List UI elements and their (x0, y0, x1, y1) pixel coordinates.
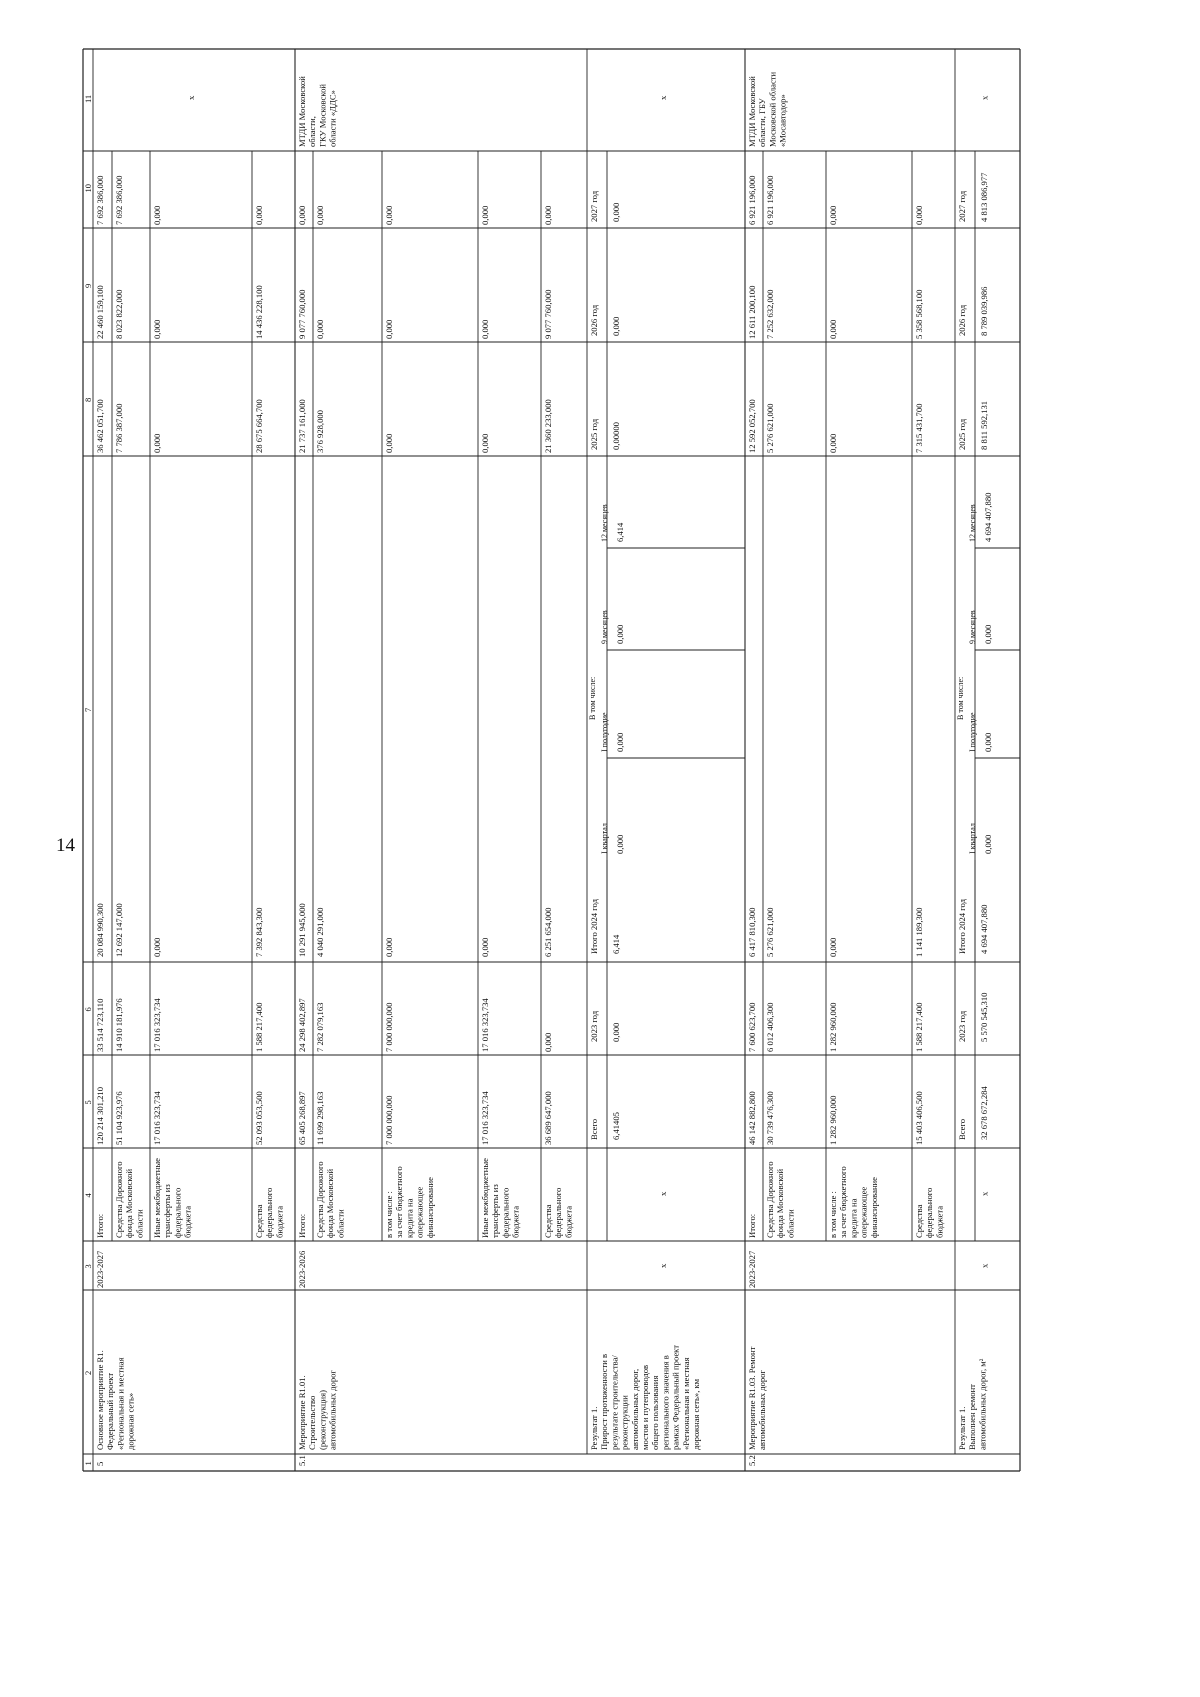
row-5-source-1-label: Средства Дорожногофонда Московскойобласти (114, 1161, 145, 1238)
row-5-1-source-0-label: Итого: (297, 1213, 307, 1238)
row-5-name: Основное мероприятие R1.Федеральный проект«Региональная и местнаядорожная сеть» (95, 1350, 136, 1450)
column-number-11: 11 (83, 94, 93, 103)
row-5-1-result-value-h1: 0,000 (615, 732, 625, 752)
row-5-1-source-4-value-2: 6 251 654,000 (543, 907, 553, 957)
row-5-2-result-value-2025: 8 811 592,131 (979, 400, 989, 450)
row-5-1-source-1-value-0: 11 699 298,163 (315, 1091, 325, 1145)
row-5-source-3-value-3: 28 675 664,700 (254, 399, 264, 453)
row-5-source-0-value-3: 36 462 051,700 (95, 399, 105, 453)
row-5-2-source-1-value-1: 6 012 406,300 (765, 1002, 775, 1052)
row-5-1-result-value-2027: 0,000 (611, 202, 621, 222)
row-5-1-source-0-value-3: 21 737 161,000 (297, 399, 307, 453)
row-5-source-2-value-0: 17 016 323,734 (152, 1091, 162, 1145)
row-5-2-period: 2023-2027 (747, 1250, 757, 1288)
column-number-4: 4 (83, 1193, 93, 1198)
column-number-3: 3 (83, 1264, 93, 1269)
row-5-2-source-1-value-4: 7 252 632,000 (765, 289, 775, 339)
row-5-2-result-header-2027: 2027 год (957, 190, 967, 222)
row-5-1-name: Мероприятие R1.01.Строительство(реконструкция)автомобильных дорог (297, 1370, 338, 1450)
row-5-source-3-value-4: 14 436 228,100 (254, 285, 264, 339)
row-5-1-source-3-value-3: 0,000 (480, 433, 490, 453)
column-number-6: 6 (83, 1007, 93, 1012)
row-5-source-2-label: Иные межбюджетныетрансферты изфедеральногобюджета (152, 1158, 193, 1238)
row-5-1-source-4-value-4: 9 077 760,000 (543, 289, 553, 339)
column-number-2: 2 (83, 1370, 93, 1375)
row-5-1-result-header-2025: 2025 год (589, 418, 599, 450)
row-5-1-result-value-2026: 0,000 (611, 316, 621, 336)
row-5-1-result-header-2024: Итого 2024 год (589, 899, 599, 954)
row-5-1-result-value-m9: 0,000 (615, 624, 625, 644)
row-5-2-result-value-2027: 4 813 086,977 (979, 172, 989, 222)
row-5-2-result-value-m9: 0,000 (983, 624, 993, 644)
row-5-source-1-value-3: 7 786 387,000 (114, 403, 124, 453)
row-5-2-result-name: Результат 1.Выполнен ремонтавтомобильных дорог, м² (957, 1358, 988, 1450)
row-5-1-source-2-value-5: 0,000 (384, 205, 394, 225)
row-5-source-0-value-0: 120 214 301,210 (95, 1086, 105, 1145)
row-5-2-source-2-label: в том числе :за счет бюджетногокредита наопережающеефинансирование (828, 1166, 879, 1238)
row-5-source-2-value-5: 0,000 (152, 205, 162, 225)
row-5-1-source-2-value-0: 7 000 000,000 (384, 1095, 394, 1145)
row-5-2-responsible: МТДИ Московскойобласти, ГБУМосковской области«Мосавтодор» (747, 71, 788, 147)
row-5-1-source-0-value-0: 65 405 268,897 (297, 1091, 307, 1145)
row-5-1-source-1-value-5: 0,000 (315, 205, 325, 225)
row-5-1-source-2-label: в том числе :за счет бюджетногокредита наопережающеефинансирование (384, 1166, 435, 1238)
row-5-source-2-value-3: 0,000 (152, 433, 162, 453)
row-5-1-source-4-label: Средствафедеральногобюджета (543, 1187, 574, 1238)
row-5-1-source-4-value-0: 36 689 647,000 (543, 1091, 553, 1145)
row-5-1-source-4-value-1: 0,000 (543, 1032, 553, 1052)
column-number-5: 5 (83, 1100, 93, 1105)
row-5-source-2-value-4: 0,000 (152, 319, 162, 339)
row-5-2-source-0-value-2: 6 417 810,300 (747, 907, 757, 957)
row-5-source-3-value-2: 7 392 843,300 (254, 907, 264, 957)
row-5-2-source-3-value-1: 1 588 217,400 (914, 1002, 924, 1052)
row-5-2-source-3-value-0: 15 403 406,500 (914, 1091, 924, 1145)
row-5-1-source-1-value-3: 376 928,000 (315, 410, 325, 453)
row-5-1-result-value-2025: 0,00000 (611, 422, 621, 450)
row-5-source-1-value-5: 7 692 386,000 (114, 175, 124, 225)
row-5-1-result-value-2023: 0,000 (611, 1022, 621, 1042)
column-number-9: 9 (83, 283, 93, 288)
row-5-2-result-value-total: 32 678 672,284 (979, 1086, 989, 1140)
row-5-1-source-1-label: Средства Дорожногофонда Московскойобласти (315, 1161, 346, 1238)
column-number-8: 8 (83, 397, 93, 402)
row-5-2-result-header-m9: 9 месяцев (968, 610, 977, 644)
row-5-1-result-responsible: х (658, 95, 668, 100)
row-5-2-result-header-2023: 2023 год (957, 1010, 967, 1042)
row-5-source-1-value-0: 51 104 923,976 (114, 1091, 124, 1145)
row-5-source-2-value-1: 17 016 323,734 (152, 998, 162, 1052)
row-5-1-source-2-value-2: 0,000 (384, 937, 394, 957)
row-5-2-source-2-value-0: 1 282 960,000 (828, 1095, 838, 1145)
row-5-2-source-2-value-1: 1 282 960,000 (828, 1002, 838, 1052)
row-5-1-source-2-value-3: 0,000 (384, 433, 394, 453)
row-5-2-result-header-incl: В том числе: (956, 676, 965, 720)
row-5-1-number: 5.1 (297, 1455, 307, 1466)
row-5-2-result-header-total: Всего (957, 1118, 967, 1140)
row-5-1-source-3-label: Иные межбюджетныетрансферты изфедеральногобюджета (480, 1158, 521, 1238)
row-5-2-source-3-label: Средствафедеральногобюджета (914, 1187, 945, 1238)
row-5-2-result-responsible: х (979, 95, 990, 100)
row-5-1-result-value-total: 6,41405 (611, 1112, 621, 1140)
row-5-1-result-header-2026: 2026 год (589, 304, 599, 336)
row-5-1-source-4-value-5: 0,000 (543, 205, 553, 225)
row-5-2-name: Мероприятие R1.03. Ремонтавтомобильных дорог (747, 1346, 768, 1450)
row-5-2-result-header-2026: 2026 год (957, 304, 967, 336)
row-5-1-result-header-q1: I квартал (600, 823, 609, 854)
row-5-2-result-header-m12: 12 месяцев (968, 504, 977, 542)
row-5-1-result-name: Результат 1.Прирост протяженности врезультате строительства/реконструкцииавтомобильных дорог,мостов и путепроводовобщего пользованиярегионального значения врамках Федеральный проект«Региональная и местнаядорожная сеть», км (589, 1345, 701, 1450)
row-5-1-source-0-value-5: 0,000 (297, 205, 307, 225)
row-5-1-source-1-value-4: 0,000 (315, 319, 325, 339)
row-5-source-1-value-4: 8 023 822,000 (114, 289, 124, 339)
row-5-2-number: 5.2 (747, 1455, 757, 1466)
row-5-2-source-1-value-0: 30 739 476,300 (765, 1091, 775, 1145)
row-5-1-source-2-value-1: 7 000 000,000 (384, 1002, 394, 1052)
row-5-1-responsible: МТДИ Московскойобласти,ГКУ Московскойобласти «ДДС» (297, 76, 338, 147)
row-5-2-result-header-2024: Итого 2024 год (957, 899, 967, 954)
row-5-2-result-value-m12: 4 694 407,880 (983, 492, 993, 542)
row-5-2-source-0-value-4: 12 611 200,100 (747, 285, 757, 339)
row-5-2-result-header-2025: 2025 год (957, 418, 967, 450)
row-5-2-source-0-value-0: 46 142 882,800 (747, 1091, 757, 1145)
row-5-1-result-value-q1: 0,000 (615, 834, 625, 854)
row-5-period: 2023-2027 (95, 1250, 105, 1288)
row-5-2-source-0-value-5: 6 921 196,000 (747, 175, 757, 225)
row-5-2-result-col4: х (979, 1191, 990, 1196)
row-5-2-source-0-value-3: 12 592 052,700 (747, 399, 757, 453)
row-5-1-result-header-total: Всего (589, 1118, 599, 1140)
row-5-1-period: 2023-2026 (297, 1250, 307, 1288)
row-5-2-source-2-value-2: 0,000 (828, 937, 838, 957)
row-5-1-result-header-h1: I полугодие (600, 712, 609, 752)
row-5-1-result-header-incl: В том числе: (588, 676, 597, 720)
row-5-1-source-1-value-1: 7 282 079,163 (315, 1002, 325, 1052)
row-5-2-result-value-2026: 8 789 039,986 (979, 286, 989, 336)
row-5-2-source-3-value-3: 7 315 431,700 (914, 403, 924, 453)
row-5-source-0-label: Итого: (95, 1213, 105, 1238)
row-5-1-source-1-value-2: 4 040 291,000 (315, 907, 325, 957)
row-5-2-source-3-value-4: 5 358 568,100 (914, 289, 924, 339)
row-5-1-source-3-value-5: 0,000 (480, 205, 490, 225)
page-number: 14 (56, 835, 75, 856)
row-5-responsible: х (186, 95, 196, 100)
row-5-1-result-col4: х (658, 1191, 668, 1196)
row-5-2-source-2-value-3: 0,000 (828, 433, 838, 453)
row-5-source-0-value-5: 7 692 386,000 (95, 175, 105, 225)
row-5-1-source-3-value-4: 0,000 (480, 319, 490, 339)
column-number-1: 1 (83, 1461, 93, 1466)
row-5-2-source-0-value-1: 7 600 623,700 (747, 1002, 757, 1052)
row-5-1-result-col3: х (658, 1263, 668, 1268)
row-5-2-result-col3: х (979, 1263, 990, 1268)
row-5-1-source-0-value-4: 9 077 760,000 (297, 289, 307, 339)
row-5-number: 5 (95, 1461, 105, 1466)
row-5-1-source-4-value-3: 21 360 233,000 (543, 399, 553, 453)
row-5-2-source-1-value-3: 5 276 621,000 (765, 403, 775, 453)
row-5-source-0-value-4: 22 460 159,100 (95, 285, 105, 339)
row-5-1-result-header-m9: 9 месяцев (600, 610, 609, 644)
row-5-2-source-3-value-5: 0,000 (914, 205, 924, 225)
row-5-source-1-value-2: 12 692 147,000 (114, 903, 124, 957)
row-5-2-result-value-2024: 4 694 407,880 (979, 904, 989, 954)
row-5-1-result-value-m12: 6,414 (615, 522, 625, 542)
row-5-2-result-header-h1: I полугодие (968, 712, 977, 752)
row-5-1-result-header-m12: 12 месяцев (600, 504, 609, 542)
row-5-source-0-value-1: 33 514 723,110 (95, 998, 105, 1052)
row-5-source-1-value-1: 14 910 181,976 (114, 998, 124, 1052)
row-5-2-source-1-value-2: 5 276 621,000 (765, 907, 775, 957)
row-5-1-source-3-value-1: 17 016 323,734 (480, 998, 490, 1052)
row-5-source-3-label: Средствафедеральногобюджета (254, 1187, 285, 1238)
row-5-1-result-header-2023: 2023 год (589, 1010, 599, 1042)
row-5-1-source-0-value-1: 24 298 402,897 (297, 998, 307, 1052)
row-5-source-3-value-0: 52 093 053,500 (254, 1091, 264, 1145)
row-5-2-source-3-value-2: 1 141 189,300 (914, 907, 924, 957)
row-5-source-0-value-2: 20 084 990,300 (95, 903, 105, 957)
row-5-1-source-2-value-4: 0,000 (384, 319, 394, 339)
row-5-1-source-3-value-2: 0,000 (480, 937, 490, 957)
row-5-2-result-value-q1: 0,000 (983, 834, 993, 854)
row-5-source-2-value-2: 0,000 (152, 937, 162, 957)
row-5-source-3-value-1: 1 588 217,400 (254, 1002, 264, 1052)
row-5-1-result-header-2027: 2027 год (589, 190, 599, 222)
row-5-2-source-1-label: Средства Дорожногофонда Московскойобласти (765, 1161, 796, 1238)
row-5-2-result-header-q1: I квартал (968, 823, 977, 854)
row-5-2-result-value-h1: 0,000 (983, 732, 993, 752)
row-5-2-source-0-label: Итого: (747, 1213, 757, 1238)
row-5-source-3-value-5: 0,000 (254, 205, 264, 225)
column-number-10: 10 (83, 184, 93, 193)
column-number-7: 7 (83, 707, 93, 712)
row-5-2-source-2-value-4: 0,000 (828, 319, 838, 339)
row-5-2-result-value-2023: 5 570 545,310 (979, 992, 989, 1042)
row-5-1-result-value-2024: 6,414 (611, 934, 621, 954)
row-5-2-source-1-value-5: 6 921 196,000 (765, 175, 775, 225)
row-5-1-source-3-value-0: 17 016 323,734 (480, 1091, 490, 1145)
row-5-1-source-0-value-2: 10 291 945,000 (297, 903, 307, 957)
row-5-2-source-2-value-5: 0,000 (828, 205, 838, 225)
